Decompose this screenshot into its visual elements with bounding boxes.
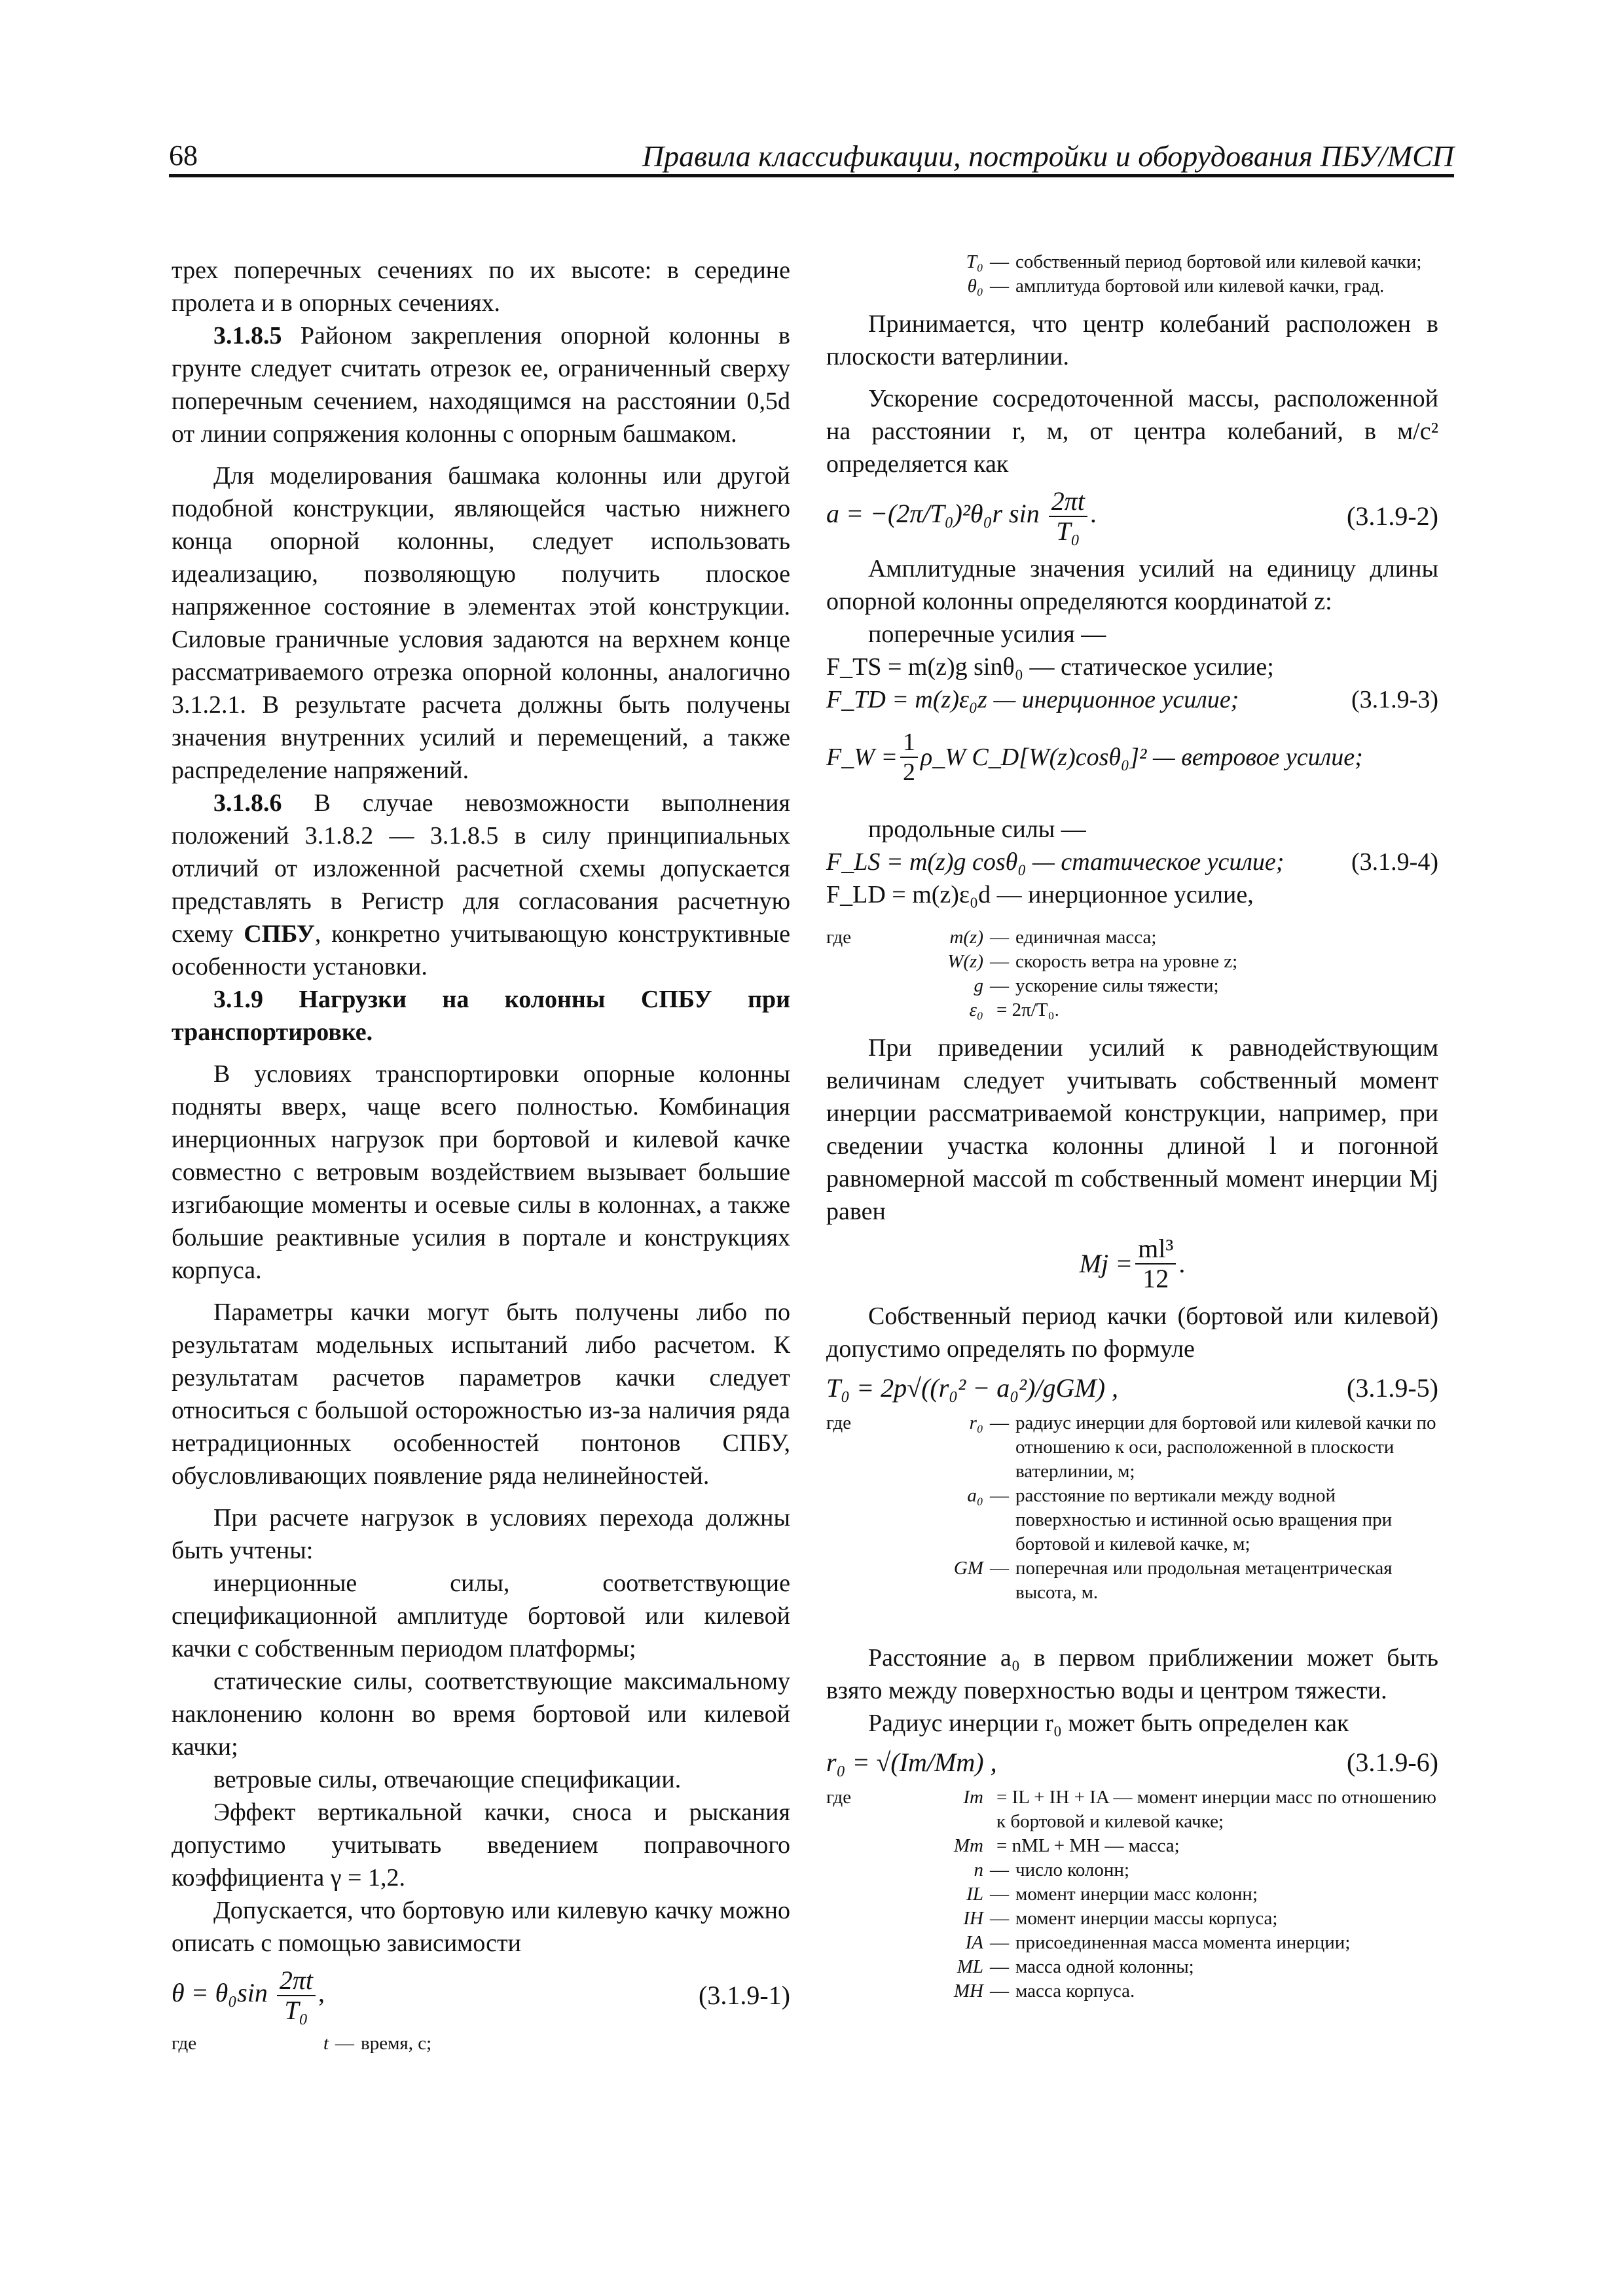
paragraph: трех поперечных сечениях по их высоте: в середине пролета и в опорных сечениях. (172, 257, 790, 317)
definition-text: радиус инерции для бортовой или килевой качки по отношению к оси, расположенной в плоскости ватерлинии, м; (1015, 1412, 1436, 1482)
paragraph: Для моделирования башмака колонны или другой подобной конструкции, являющейся частью нижнего конца опорной колонны, следует использовать идеализацию, позволяющую получить плоское напряженное состояние в элементах этой конструкции. Силовые граничные условия задаются на верхнем конце рассматриваемого отрезка опорной колонны, аналогично 3.1.2.1. В результате расчета должны быть получены значения внутренних усилий и перемещений, а также распределение напряжений. (172, 462, 790, 784)
running-header-title: Правила классификации, постройки и оборудования ПБУ/МСП (642, 139, 1454, 173)
formula-3-1-9-4 (826, 846, 1438, 878)
definition-row: IH — момент инерции массы корпуса; (826, 1907, 1438, 1931)
paragraph: Собственный период качки (бортовой или килевой) допустимо определять по формуле (826, 1302, 1438, 1363)
equation-label: (3.1.9-1) (699, 1981, 790, 2010)
fraction-numerator: 2πt (1049, 487, 1087, 517)
formula-lhs: a = −(2π/T₀)²θ₀r sin (826, 499, 1040, 529)
definition-symbol: ε₀ (969, 999, 983, 1020)
formula-wind (826, 728, 1438, 787)
formula-3-1-9-2 (826, 487, 1438, 546)
formula-tail: . (1178, 1249, 1186, 1278)
fraction (1049, 487, 1087, 546)
definition-symbol: Im (963, 1787, 983, 1808)
formula-line: T₀ = 2p√((r₀² − a₀²)/gGM) , (826, 1373, 1119, 1403)
definition-symbol: g (974, 975, 983, 996)
definition-symbol: IA (965, 1932, 983, 1953)
section-title: Нагрузки на колонны СПБУ при транспортировке. (172, 986, 790, 1046)
equation-label: (3.1.9-5) (1347, 1373, 1438, 1403)
definition-row: IA — присоединенная масса момента инерции; (826, 1931, 1438, 1955)
definition-text: единичная масса; (1015, 927, 1157, 948)
definition-row: T₀ — собственный период бортовой или килевой качки; (826, 250, 1438, 274)
definition-symbol: W(z) (947, 951, 983, 972)
definition-text: момент инерции масс колонн; (1015, 1884, 1258, 1905)
definition-symbol: IH (963, 1908, 983, 1929)
definition-row: где r₀ — радиус инерции для бортовой или килевой качки по отношению к оси, расположенной в плоскости ватерлинии, м; (826, 1411, 1438, 1484)
paragraph (172, 319, 790, 450)
paragraph: Допускается, что бортовую или килевую качку можно описать с помощью зависимости (172, 1897, 790, 1957)
definition-text: присоединенная масса момента инерции; (1015, 1932, 1351, 1953)
definition-symbol: ML (957, 1956, 983, 1977)
definition-symbol: Mm (953, 1835, 983, 1856)
formula-line: r₀ = √(Im/Mm) , (826, 1748, 997, 1777)
definition-text: момент инерции массы корпуса; (1015, 1908, 1278, 1929)
definition-symbol: a₀ (967, 1485, 983, 1506)
paragraph: Расстояние a₀ в первом приближении может быть взято между поверхностью воды и центром тяжести. (826, 1644, 1438, 1704)
definition-row: g — ускорение силы тяжести; (826, 974, 1438, 998)
paragraph: При расчете нагрузок в условиях перехода должны быть учтены: (172, 1504, 790, 1564)
definition-text: масса одной колонны; (1015, 1956, 1194, 1977)
formula-lhs: Mj = (1079, 1249, 1133, 1278)
paragraph: Эффект вертикальной качки, сноса и рыскания допустимо учитывать введением поправочного коэффициента γ = 1,2. (172, 1799, 790, 1892)
paragraph: продольные силы — (868, 816, 1086, 843)
definition-row: θ₀ — амплитуда бортовой или килевой качки, град. (826, 274, 1438, 298)
formula-3-1-9-1 (172, 1966, 790, 2025)
definition-text: = nML + MH — масса; (996, 1835, 1180, 1856)
section-heading (172, 983, 790, 1049)
paragraph-text: , конкретно учитывающую конструктивные особенности установки. (172, 920, 790, 980)
definition-symbol: θ₀ (967, 276, 983, 296)
definition-row: где t — время, с; (172, 2032, 790, 2056)
definition-symbol: n (974, 1859, 983, 1880)
definition-text: собственный период бортовой или килевой качки; (1015, 251, 1422, 272)
formula-line: F_LD = m(z)ε₀d — инерционное усилие, (826, 881, 1254, 908)
definition-text: расстояние по вертикали между водной поверхностью и истинной осью вращения при бортовой и килевой качке, м; (1015, 1485, 1393, 1554)
fraction (1135, 1234, 1176, 1293)
definition-row: ML — масса одной колонны; (826, 1955, 1438, 1979)
fraction-denominator: T₀ (284, 1996, 308, 2025)
equation-label: (3.1.9-4) (1351, 848, 1438, 876)
equation-label: (3.1.9-6) (1347, 1748, 1438, 1777)
definition-text: поперечная или продольная метацентрическая высота, м. (1015, 1558, 1393, 1603)
where-label: где (826, 927, 852, 948)
list-item: статические силы, соответствующие максимальному наклонению колонн во время бортовой или килевой качки; (172, 1668, 790, 1761)
paragraph: Ускорение сосредоточенной массы, расположенной на расстоянии r, м, от центра колебаний, в м/с² определяется как (826, 385, 1438, 478)
formula-mj (826, 1234, 1438, 1293)
paragraph: поперечные усилия — (868, 620, 1106, 648)
fraction-denominator: 2 (903, 759, 916, 786)
fraction (277, 1966, 316, 2025)
header-rule (169, 174, 1454, 177)
definition-row: MH — масса корпуса. (826, 1979, 1438, 2003)
definitions (172, 2032, 790, 2056)
formula-line: F_TD = m(z)ε₀z — инерционное усилие; (826, 686, 1239, 713)
definition-symbol: t (323, 2033, 329, 2054)
list-item: ветровые силы, отвечающие спецификации. (213, 1766, 682, 1793)
definitions (826, 1785, 1438, 2003)
where-label: где (826, 1787, 852, 1808)
paragraph: При приведении усилий к равнодействующим величинам следует учитывать собственный момент инерции рассматриваемой конструкции, например, при сведении участка колонны длиной l и погонной равномерной массой m собственный момент инерции Mj равен (826, 1034, 1438, 1225)
section-number: 3.1.8.5 (213, 322, 282, 350)
fraction-numerator: 2πt (277, 1966, 316, 1996)
definition-symbol: m(z) (949, 927, 983, 948)
paragraph: Параметры качки могут быть получены либо по результатам модельных испытаний либо расчетом. К результатам расчетов параметров качки следует относиться с большой осторожностью из-за наличия ряда нетрадиционных особенностей понтонов СПБУ, обусловливающих появление ряда нелинейностей. (172, 1299, 790, 1490)
definition-text: амплитуда бортовой или килевой качки, град. (1015, 276, 1385, 296)
formula-line: F_TS = m(z)g sinθ₀ — статическое усилие; (826, 653, 1274, 681)
where-label: где (172, 2033, 197, 2054)
formula-tail: . (1089, 499, 1097, 529)
definition-row: где m(z) — единичная масса; (826, 925, 1438, 950)
definition-row (826, 1834, 1438, 1858)
definition-symbol: MH (953, 1981, 983, 2001)
formula-3-1-9-6 (826, 1746, 1438, 1779)
definition-row (826, 998, 1438, 1022)
formula-tail: , (318, 1978, 325, 2008)
definition-row: a₀ — расстояние по вертикали между водной поверхностью и истинной осью вращения при бортовой и килевой качке, м; (826, 1484, 1438, 1556)
definition-text: скорость ветра на уровне z; (1015, 951, 1238, 972)
definitions (826, 250, 1438, 298)
definition-text: время, с; (361, 2033, 432, 2054)
definition-text: = IL + IH + IA — момент инерции масс по отношению к бортовой и килевой качке; (996, 1787, 1436, 1832)
paragraph (172, 787, 790, 983)
fraction-numerator: 1 (900, 728, 918, 758)
definition-text: = 2π/T₀. (996, 999, 1059, 1020)
definition-text: масса корпуса. (1015, 1981, 1135, 2001)
paragraph: Радиус инерции r₀ может быть определен как (868, 1710, 1349, 1737)
page-number: 68 (169, 139, 198, 171)
equation-label: (3.1.9-3) (1351, 686, 1438, 713)
where-label: где (826, 1412, 852, 1433)
formula-3-1-9-3 (826, 683, 1438, 716)
definition-symbol: T₀ (966, 251, 983, 272)
paragraph-text: Районом закрепления опорной колонны в грунте следует считать отрезок ее, ограниченный сверху поперечным сечением, находящимся на расстоянии 0,5d от линии сопряжения колонны с опорным башмаком. (172, 322, 790, 448)
formula-lhs: F_W = (826, 744, 898, 771)
definition-row: IL — момент инерции масс колонн; (826, 1882, 1438, 1907)
formula-rhs: ρ_W C_D[W(z)cosθ₀]² — ветровое усилие; (921, 744, 1363, 771)
definition-row (826, 1785, 1438, 1834)
fraction-denominator: 12 (1142, 1264, 1169, 1293)
definition-row: GM — поперечная или продольная метацентрическая высота, м. (826, 1556, 1438, 1605)
definitions (826, 1411, 1438, 1605)
fraction (900, 728, 918, 787)
paragraph: Амплитудные значения усилий на единицу длины опорной колонны определяются координатой z: (826, 555, 1438, 615)
left-column (172, 254, 790, 2062)
definition-symbol: GM (953, 1558, 983, 1579)
paragraph: Принимается, что центр колебаний расположен в плоскости ватерлинии. (826, 310, 1438, 370)
definition-symbol: r₀ (969, 1412, 983, 1433)
definition-text: число колонн; (1015, 1859, 1129, 1880)
formula-3-1-9-5 (826, 1372, 1438, 1405)
definition-row: W(z) — скорость ветра на уровне z; (826, 950, 1438, 974)
formula-line: F_LS = m(z)g cosθ₀ — статическое усилие; (826, 848, 1285, 876)
right-column (826, 251, 1438, 2010)
equation-label: (3.1.9-2) (1347, 501, 1438, 531)
fraction-denominator: T₀ (1056, 516, 1080, 546)
list-item: инерционные силы, соответствующие спецификационной амплитуде бортовой или килевой качки с собственным периодом платформы; (172, 1570, 790, 1662)
definition-row: n — число колонн; (826, 1858, 1438, 1882)
paragraph-text: В случае невозможности выполнения положений 3.1.8.2 — 3.1.8.5 в силу принципиальных отличий от изложенной расчетной схемы допускается представлять в Регистр для согласования расчетную схему (172, 789, 790, 948)
definition-symbol: IL (966, 1884, 983, 1905)
definitions (826, 925, 1438, 1022)
formula-lhs: θ = θ₀sin (172, 1978, 268, 2008)
paragraph: В условиях транспортировки опорные колонны подняты вверх, чаще всего полностью. Комбинация инерционных нагрузок при бортовой и килевой качке совместно с ветровым воздействием вызывает большие изгибающие моменты и осевые силы в колоннах, а также большие реактивные усилия в портале и конструкциях корпуса. (172, 1060, 790, 1284)
section-number: 3.1.8.6 (213, 789, 282, 817)
definition-text: ускорение силы тяжести; (1015, 975, 1219, 996)
fraction-numerator: ml³ (1135, 1234, 1176, 1265)
paragraph-text-bold: СПБУ (244, 920, 315, 948)
section-number: 3.1.9 (213, 986, 263, 1013)
